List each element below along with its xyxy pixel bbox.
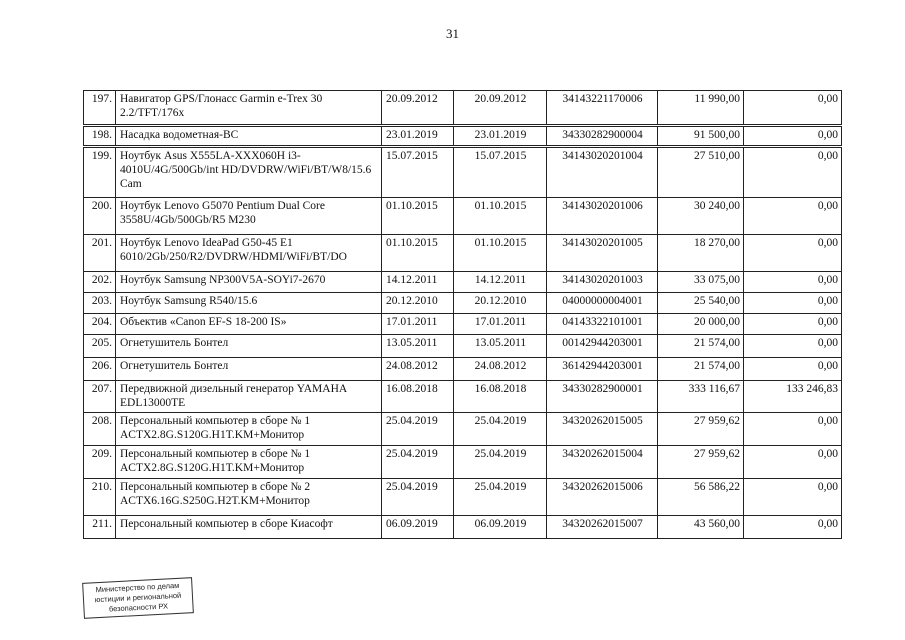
- acquisition-date: 13.05.2011: [382, 335, 454, 358]
- item-name: Ноутбук Samsung R540/15.6: [116, 293, 382, 314]
- acquisition-date: 06.09.2019: [382, 516, 454, 539]
- commission-date: 20.12.2010: [454, 293, 547, 314]
- inventory-number: 34143020201003: [547, 272, 658, 293]
- commission-date: 01.10.2015: [454, 235, 547, 272]
- row-number: 200.: [84, 198, 116, 235]
- residual-value: 0,00: [744, 358, 842, 381]
- inventory-number: 34143020201004: [547, 147, 658, 198]
- acquisition-date: 20.09.2012: [382, 91, 454, 126]
- item-name: Ноутбук Samsung NP300V5A-SOYi7-2670: [116, 272, 382, 293]
- item-name: Ноутбук Asus X555LA-XXX060H i3-4010U/4G/500Gb/int HD/DVDRW/WiFi/BT/W8/15.6 Cam: [116, 147, 382, 198]
- row-number: 206.: [84, 358, 116, 381]
- inventory-number: 34330282900001: [547, 381, 658, 413]
- inventory-number: 04143322101001: [547, 314, 658, 335]
- inventory-number: 00142944203001: [547, 335, 658, 358]
- book-cost: 27 959,62: [658, 413, 744, 446]
- table-row: [84, 126, 842, 147]
- table-row: [84, 479, 842, 516]
- table-body: [84, 91, 842, 539]
- commission-date: 14.12.2011: [454, 272, 547, 293]
- table-row: [84, 272, 842, 293]
- acquisition-date: 24.08.2012: [382, 358, 454, 381]
- commission-date: 17.01.2011: [454, 314, 547, 335]
- inventory-number: 34330282900004: [547, 126, 658, 147]
- residual-value: 0,00: [744, 147, 842, 198]
- commission-date: 15.07.2015: [454, 147, 547, 198]
- row-number: 199.: [84, 147, 116, 198]
- item-name: Огнетушитель Бонтел: [116, 358, 382, 381]
- book-cost: 20 000,00: [658, 314, 744, 335]
- book-cost: 43 560,00: [658, 516, 744, 539]
- commission-date: 13.05.2011: [454, 335, 547, 358]
- inventory-number: 04000000004001: [547, 293, 658, 314]
- item-name: Насадка водометная-ВС: [116, 126, 382, 147]
- inventory-table: [83, 90, 842, 539]
- item-name: Ноутбук Lenovo G5070 Pentium Dual Core 3558U/4Gb/500Gb/R5 M230: [116, 198, 382, 235]
- residual-value: 0,00: [744, 91, 842, 126]
- item-name: Передвижной дизельный генератор YAMAHA EDL13000TE: [116, 381, 382, 413]
- item-name: Персональный компьютер в сборе Киасофт: [116, 516, 382, 539]
- table-row: [84, 358, 842, 381]
- item-name: Навигатор GPS/Глонасс Garmin e-Trex 30 2.2/TFT/176x: [116, 91, 382, 126]
- acquisition-date: 25.04.2019: [382, 479, 454, 516]
- row-number: 211.: [84, 516, 116, 539]
- acquisition-date: 14.12.2011: [382, 272, 454, 293]
- commission-date: 24.08.2012: [454, 358, 547, 381]
- commission-date: 25.04.2019: [454, 413, 547, 446]
- book-cost: 27 510,00: [658, 147, 744, 198]
- acquisition-date: 15.07.2015: [382, 147, 454, 198]
- row-number: 205.: [84, 335, 116, 358]
- item-name: Объектив «Canon EF-S 18-200 IS»: [116, 314, 382, 335]
- row-number: 210.: [84, 479, 116, 516]
- row-number: 203.: [84, 293, 116, 314]
- table-row: [84, 381, 842, 413]
- inventory-number: 34143020201006: [547, 198, 658, 235]
- row-number: 208.: [84, 413, 116, 446]
- inventory-number: 34143221170006: [547, 91, 658, 126]
- table-row: [84, 235, 842, 272]
- book-cost: 18 270,00: [658, 235, 744, 272]
- book-cost: 56 586,22: [658, 479, 744, 516]
- book-cost: 21 574,00: [658, 335, 744, 358]
- commission-date: 25.04.2019: [454, 479, 547, 516]
- residual-value: 0,00: [744, 413, 842, 446]
- book-cost: 91 500,00: [658, 126, 744, 147]
- residual-value: 0,00: [744, 335, 842, 358]
- row-number: 202.: [84, 272, 116, 293]
- table-row: [84, 446, 842, 479]
- residual-value: 0,00: [744, 272, 842, 293]
- residual-value: 0,00: [744, 198, 842, 235]
- inventory-number: 34143020201005: [547, 235, 658, 272]
- residual-value: 0,00: [744, 235, 842, 272]
- acquisition-date: 23.01.2019: [382, 126, 454, 147]
- table-row: [84, 335, 842, 358]
- book-cost: 25 540,00: [658, 293, 744, 314]
- book-cost: 33 075,00: [658, 272, 744, 293]
- row-number: 207.: [84, 381, 116, 413]
- acquisition-date: 16.08.2018: [382, 381, 454, 413]
- commission-date: 20.09.2012: [454, 91, 547, 126]
- acquisition-date: 25.04.2019: [382, 446, 454, 479]
- book-cost: 21 574,00: [658, 358, 744, 381]
- acquisition-date: 25.04.2019: [382, 413, 454, 446]
- table-row: [84, 198, 842, 235]
- item-name: Ноутбук Lenovo IdeaPad G50-45 E1 6010/2Gb/250/R2/DVDRW/HDMI/WiFi/BT/DO: [116, 235, 382, 272]
- row-number: 209.: [84, 446, 116, 479]
- book-cost: 11 990,00: [658, 91, 744, 126]
- residual-value: 0,00: [744, 293, 842, 314]
- inventory-number: 34320262015005: [547, 413, 658, 446]
- stamp-line-1: Министерство по делам: [95, 580, 180, 595]
- item-name: Персональный компьютер в сборе № 1 ACTX2.8G.S120G.H1T.KM+Монитор: [116, 413, 382, 446]
- book-cost: 30 240,00: [658, 198, 744, 235]
- inventory-number: 34320262015004: [547, 446, 658, 479]
- ministry-stamp: [82, 577, 194, 619]
- commission-date: 16.08.2018: [454, 381, 547, 413]
- row-number: 197.: [84, 91, 116, 126]
- table-row: [84, 516, 842, 539]
- commission-date: 23.01.2019: [454, 126, 547, 147]
- residual-value: 133 246,83: [744, 381, 842, 413]
- table-row: [84, 293, 842, 314]
- item-name: Огнетушитель Бонтел: [116, 335, 382, 358]
- acquisition-date: 01.10.2015: [382, 198, 454, 235]
- residual-value: 0,00: [744, 126, 842, 147]
- row-number: 198.: [84, 126, 116, 147]
- table-row: [84, 413, 842, 446]
- commission-date: 25.04.2019: [454, 446, 547, 479]
- commission-date: 01.10.2015: [454, 198, 547, 235]
- item-name: Персональный компьютер в сборе № 2 ACTX6.16G.S250G.H2T.KM+Монитор: [116, 479, 382, 516]
- table-row: [84, 91, 842, 126]
- stamp-line-2: юстиции и региональной: [94, 590, 182, 605]
- residual-value: 0,00: [744, 314, 842, 335]
- inventory-number: 34320262015007: [547, 516, 658, 539]
- acquisition-date: 17.01.2011: [382, 314, 454, 335]
- page-number: 31: [446, 26, 459, 41]
- residual-value: 0,00: [744, 516, 842, 539]
- stamp-line-3: безопасности РХ: [108, 601, 169, 614]
- acquisition-date: 01.10.2015: [382, 235, 454, 272]
- commission-date: 06.09.2019: [454, 516, 547, 539]
- row-number: 204.: [84, 314, 116, 335]
- table-row: [84, 147, 842, 198]
- row-number: 201.: [84, 235, 116, 272]
- residual-value: 0,00: [744, 479, 842, 516]
- book-cost: 333 116,67: [658, 381, 744, 413]
- book-cost: 27 959,62: [658, 446, 744, 479]
- acquisition-date: 20.12.2010: [382, 293, 454, 314]
- inventory-number: 36142944203001: [547, 358, 658, 381]
- residual-value: 0,00: [744, 446, 842, 479]
- table-row: [84, 314, 842, 335]
- inventory-number: 34320262015006: [547, 479, 658, 516]
- item-name: Персональный компьютер в сборе № 1 ACTX2.8G.S120G.H1T.KM+Монитор: [116, 446, 382, 479]
